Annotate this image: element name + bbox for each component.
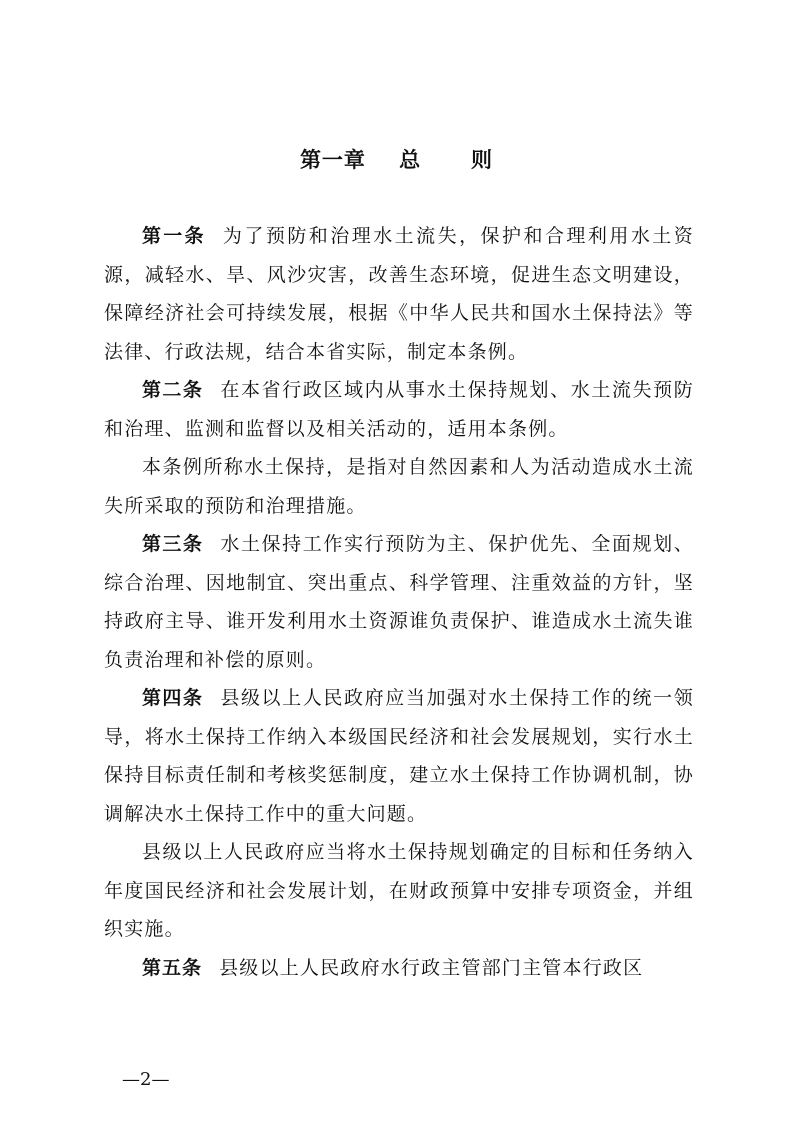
paragraph-text: 县级以上人民政府水行政主管部门主管本行政区 [219,956,644,979]
page-number: —2— [122,1069,170,1090]
article-label: 第五条 [142,956,203,979]
paragraph-text: 水土保持工作实行预防为主、保护优先、全面规划、综合治理、因地制宜、突出重点、科学管理、注重效益的方针，坚持政府主导、谁开发利用水土资源谁负责保护、谁造成水土流失谁负责治理和补偿的原则。 [104,533,694,671]
paragraph-article-4-continued [104,833,694,949]
paragraph-article-4 [104,679,694,833]
article-label: 第四条 [142,687,204,709]
paragraph-article-2-definition [104,448,694,525]
article-label: 第一条 [142,225,206,247]
chapter-title: 第一章 总 则 [299,148,494,172]
paragraph-text: 县级以上人民政府应当将水土保持规划确定的目标和任务纳入年度国民经济和社会发展计划，在财政预算中安排专项资金，并组织实施。 [104,841,694,940]
paragraph-text: 本条例所称水土保持，是指对自然因素和人为活动造成水土流失所采取的预防和治理措施。 [104,456,694,517]
article-label: 第三条 [142,533,204,555]
paragraph-text: 为了预防和治理水土流失，保护和合理利用水土资源，减轻水、旱、风沙灾害，改善生态环境，促进生态文明建设，保障经济社会可持续发展，根据《中华人民共和国水土保持法》等法律、行政法规，结合本省实际，制定本条例。 [104,225,694,363]
paragraph-article-1 [104,217,694,371]
paragraph-text: 县级以上人民政府应当加强对水土保持工作的统一领导，将水土保持工作纳入本级国民经济和社会发展规划，实行水土保持目标责任制和考核奖惩制度，建立水土保持工作协调机制，协调解决水土保持工作中的重大问题。 [104,687,694,825]
paragraph-text: 在本省行政区域内从事水土保持规划、水土流失预防和治理、监测和监督以及相关活动的，适用本条例。 [104,379,694,440]
article-label: 第二条 [142,379,204,401]
paragraph-article-5 [104,949,694,988]
document-body [104,217,694,987]
paragraph-article-3 [104,525,694,679]
paragraph-article-2 [104,371,694,448]
